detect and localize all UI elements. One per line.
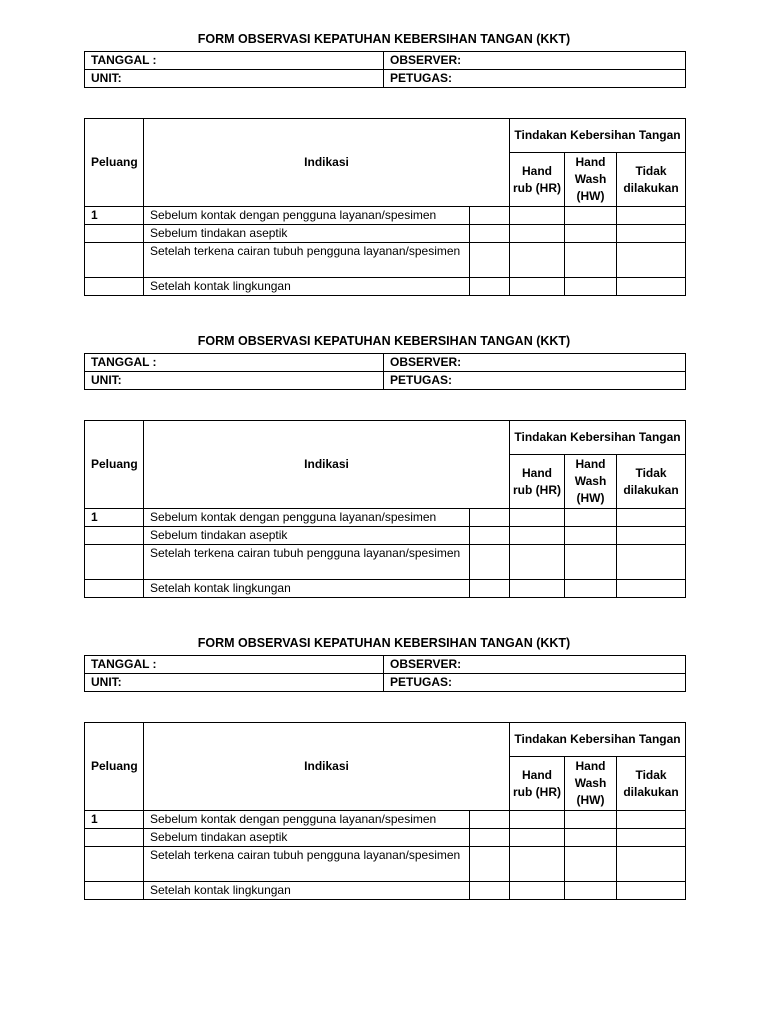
col-hand-rub-header: Hand rub (HR) [510, 757, 565, 811]
hand-wash-cell[interactable] [565, 225, 617, 243]
blank-cell[interactable] [470, 225, 510, 243]
petugas-field[interactable]: PETUGAS: [384, 70, 686, 88]
table-row [85, 829, 686, 847]
blank-cell[interactable] [470, 847, 510, 882]
tidak-cell[interactable] [617, 509, 686, 527]
blank-cell[interactable] [470, 278, 510, 296]
tanggal-field[interactable]: TANGGAL : [85, 52, 384, 70]
indikasi-cell: Sebelum tindakan aseptik [144, 225, 470, 243]
indikasi-cell: Sebelum tindakan aseptik [144, 829, 470, 847]
hand-rub-cell[interactable] [510, 811, 565, 829]
col-tindakan-header: Tindakan Kebersihan Tangan [510, 119, 686, 153]
col-peluang-header: Peluang [85, 421, 144, 509]
col-hand-rub-header: Hand rub (HR) [510, 153, 565, 207]
peluang-cell [85, 278, 144, 296]
hand-wash-cell[interactable] [565, 545, 617, 580]
peluang-number: 1 [85, 207, 144, 225]
hand-wash-cell[interactable] [565, 829, 617, 847]
tanggal-field[interactable]: TANGGAL : [85, 354, 384, 372]
indikasi-cell: Sebelum tindakan aseptik [144, 527, 470, 545]
table-row [85, 811, 686, 829]
hand-wash-cell[interactable] [565, 509, 617, 527]
table-row [85, 580, 686, 598]
hand-rub-cell[interactable] [510, 882, 565, 900]
hand-rub-cell[interactable] [510, 509, 565, 527]
col-tindakan-header: Tindakan Kebersihan Tangan [510, 723, 686, 757]
peluang-cell [85, 527, 144, 545]
col-tidak-header: Tidak dilakukan [617, 455, 686, 509]
col-hand-wash-header: Hand Wash (HW) [565, 153, 617, 207]
tidak-cell[interactable] [617, 829, 686, 847]
table-row [85, 225, 686, 243]
tidak-cell[interactable] [617, 847, 686, 882]
col-indikasi-header: Indikasi [144, 723, 510, 811]
observer-field[interactable]: OBSERVER: [384, 52, 686, 70]
tidak-cell[interactable] [617, 278, 686, 296]
blank-cell[interactable] [470, 527, 510, 545]
indikasi-cell: Setelah kontak lingkungan [144, 580, 470, 598]
tidak-cell[interactable] [617, 545, 686, 580]
blank-cell[interactable] [470, 580, 510, 598]
hand-wash-cell[interactable] [565, 207, 617, 225]
blank-cell[interactable] [470, 509, 510, 527]
hand-wash-cell[interactable] [565, 811, 617, 829]
tidak-cell[interactable] [617, 207, 686, 225]
info-table [84, 353, 686, 390]
indikasi-cell: Setelah terkena cairan tubuh pengguna layanan/spesimen [144, 545, 470, 580]
form-title: FORM OBSERVASI KEPATUHAN KEBERSIHAN TANGAN (KKT) [197, 32, 571, 46]
info-table [84, 51, 686, 88]
hand-wash-cell[interactable] [565, 243, 617, 278]
observation-table [84, 420, 686, 598]
info-table [84, 655, 686, 692]
indikasi-cell: Setelah terkena cairan tubuh pengguna layanan/spesimen [144, 847, 470, 882]
peluang-cell [85, 847, 144, 882]
hand-rub-cell[interactable] [510, 829, 565, 847]
observation-form-2 [0, 332, 768, 634]
petugas-field[interactable]: PETUGAS: [384, 674, 686, 692]
hand-rub-cell[interactable] [510, 243, 565, 278]
blank-cell[interactable] [470, 811, 510, 829]
hand-wash-cell[interactable] [565, 278, 617, 296]
blank-cell[interactable] [470, 207, 510, 225]
col-peluang-header: Peluang [85, 119, 144, 207]
table-row [85, 243, 686, 278]
observation-table [84, 118, 686, 296]
peluang-cell [85, 829, 144, 847]
tanggal-field[interactable]: TANGGAL : [85, 656, 384, 674]
peluang-cell [85, 243, 144, 278]
indikasi-cell: Setelah kontak lingkungan [144, 278, 470, 296]
tidak-cell[interactable] [617, 811, 686, 829]
col-tidak-header: Tidak dilakukan [617, 153, 686, 207]
form-title: FORM OBSERVASI KEPATUHAN KEBERSIHAN TANGAN (KKT) [197, 636, 571, 650]
table-row [85, 527, 686, 545]
peluang-number: 1 [85, 811, 144, 829]
col-hand-wash-header: Hand Wash (HW) [565, 455, 617, 509]
col-hand-rub-header: Hand rub (HR) [510, 455, 565, 509]
peluang-cell [85, 580, 144, 598]
peluang-number: 1 [85, 509, 144, 527]
hand-rub-cell[interactable] [510, 527, 565, 545]
hand-rub-cell[interactable] [510, 545, 565, 580]
blank-cell[interactable] [470, 243, 510, 278]
blank-cell[interactable] [470, 882, 510, 900]
indikasi-cell: Sebelum kontak dengan pengguna layanan/spesimen [144, 207, 470, 225]
hand-rub-cell[interactable] [510, 278, 565, 296]
blank-cell[interactable] [470, 829, 510, 847]
petugas-field[interactable]: PETUGAS: [384, 372, 686, 390]
table-row [85, 207, 686, 225]
observation-form-1 [0, 30, 768, 332]
col-tidak-header: Tidak dilakukan [617, 757, 686, 811]
table-row [85, 545, 686, 580]
col-hand-wash-header: Hand Wash (HW) [565, 757, 617, 811]
peluang-cell [85, 882, 144, 900]
observation-table [84, 722, 686, 900]
unit-field[interactable]: UNIT: [85, 70, 384, 88]
peluang-cell [85, 225, 144, 243]
blank-cell[interactable] [470, 545, 510, 580]
hand-wash-cell[interactable] [565, 527, 617, 545]
peluang-cell [85, 545, 144, 580]
hand-rub-cell[interactable] [510, 225, 565, 243]
observation-form-3 [0, 634, 768, 936]
indikasi-cell: Setelah terkena cairan tubuh pengguna layanan/spesimen [144, 243, 470, 278]
tidak-cell[interactable] [617, 580, 686, 598]
hand-wash-cell[interactable] [565, 580, 617, 598]
table-row [85, 278, 686, 296]
tidak-cell[interactable] [617, 225, 686, 243]
observer-field[interactable]: OBSERVER: [384, 656, 686, 674]
hand-wash-cell[interactable] [565, 882, 617, 900]
form-title: FORM OBSERVASI KEPATUHAN KEBERSIHAN TANGAN (KKT) [197, 334, 571, 348]
col-indikasi-header: Indikasi [144, 421, 510, 509]
indikasi-cell: Sebelum kontak dengan pengguna layanan/spesimen [144, 811, 470, 829]
hand-wash-cell[interactable] [565, 847, 617, 882]
table-row [85, 509, 686, 527]
col-tindakan-header: Tindakan Kebersihan Tangan [510, 421, 686, 455]
hand-rub-cell[interactable] [510, 847, 565, 882]
unit-field[interactable]: UNIT: [85, 372, 384, 390]
indikasi-cell: Setelah kontak lingkungan [144, 882, 470, 900]
hand-rub-cell[interactable] [510, 207, 565, 225]
tidak-cell[interactable] [617, 243, 686, 278]
observer-field[interactable]: OBSERVER: [384, 354, 686, 372]
table-row [85, 882, 686, 900]
tidak-cell[interactable] [617, 527, 686, 545]
tidak-cell[interactable] [617, 882, 686, 900]
table-row [85, 847, 686, 882]
col-indikasi-header: Indikasi [144, 119, 510, 207]
unit-field[interactable]: UNIT: [85, 674, 384, 692]
indikasi-cell: Sebelum kontak dengan pengguna layanan/spesimen [144, 509, 470, 527]
col-peluang-header: Peluang [85, 723, 144, 811]
hand-rub-cell[interactable] [510, 580, 565, 598]
